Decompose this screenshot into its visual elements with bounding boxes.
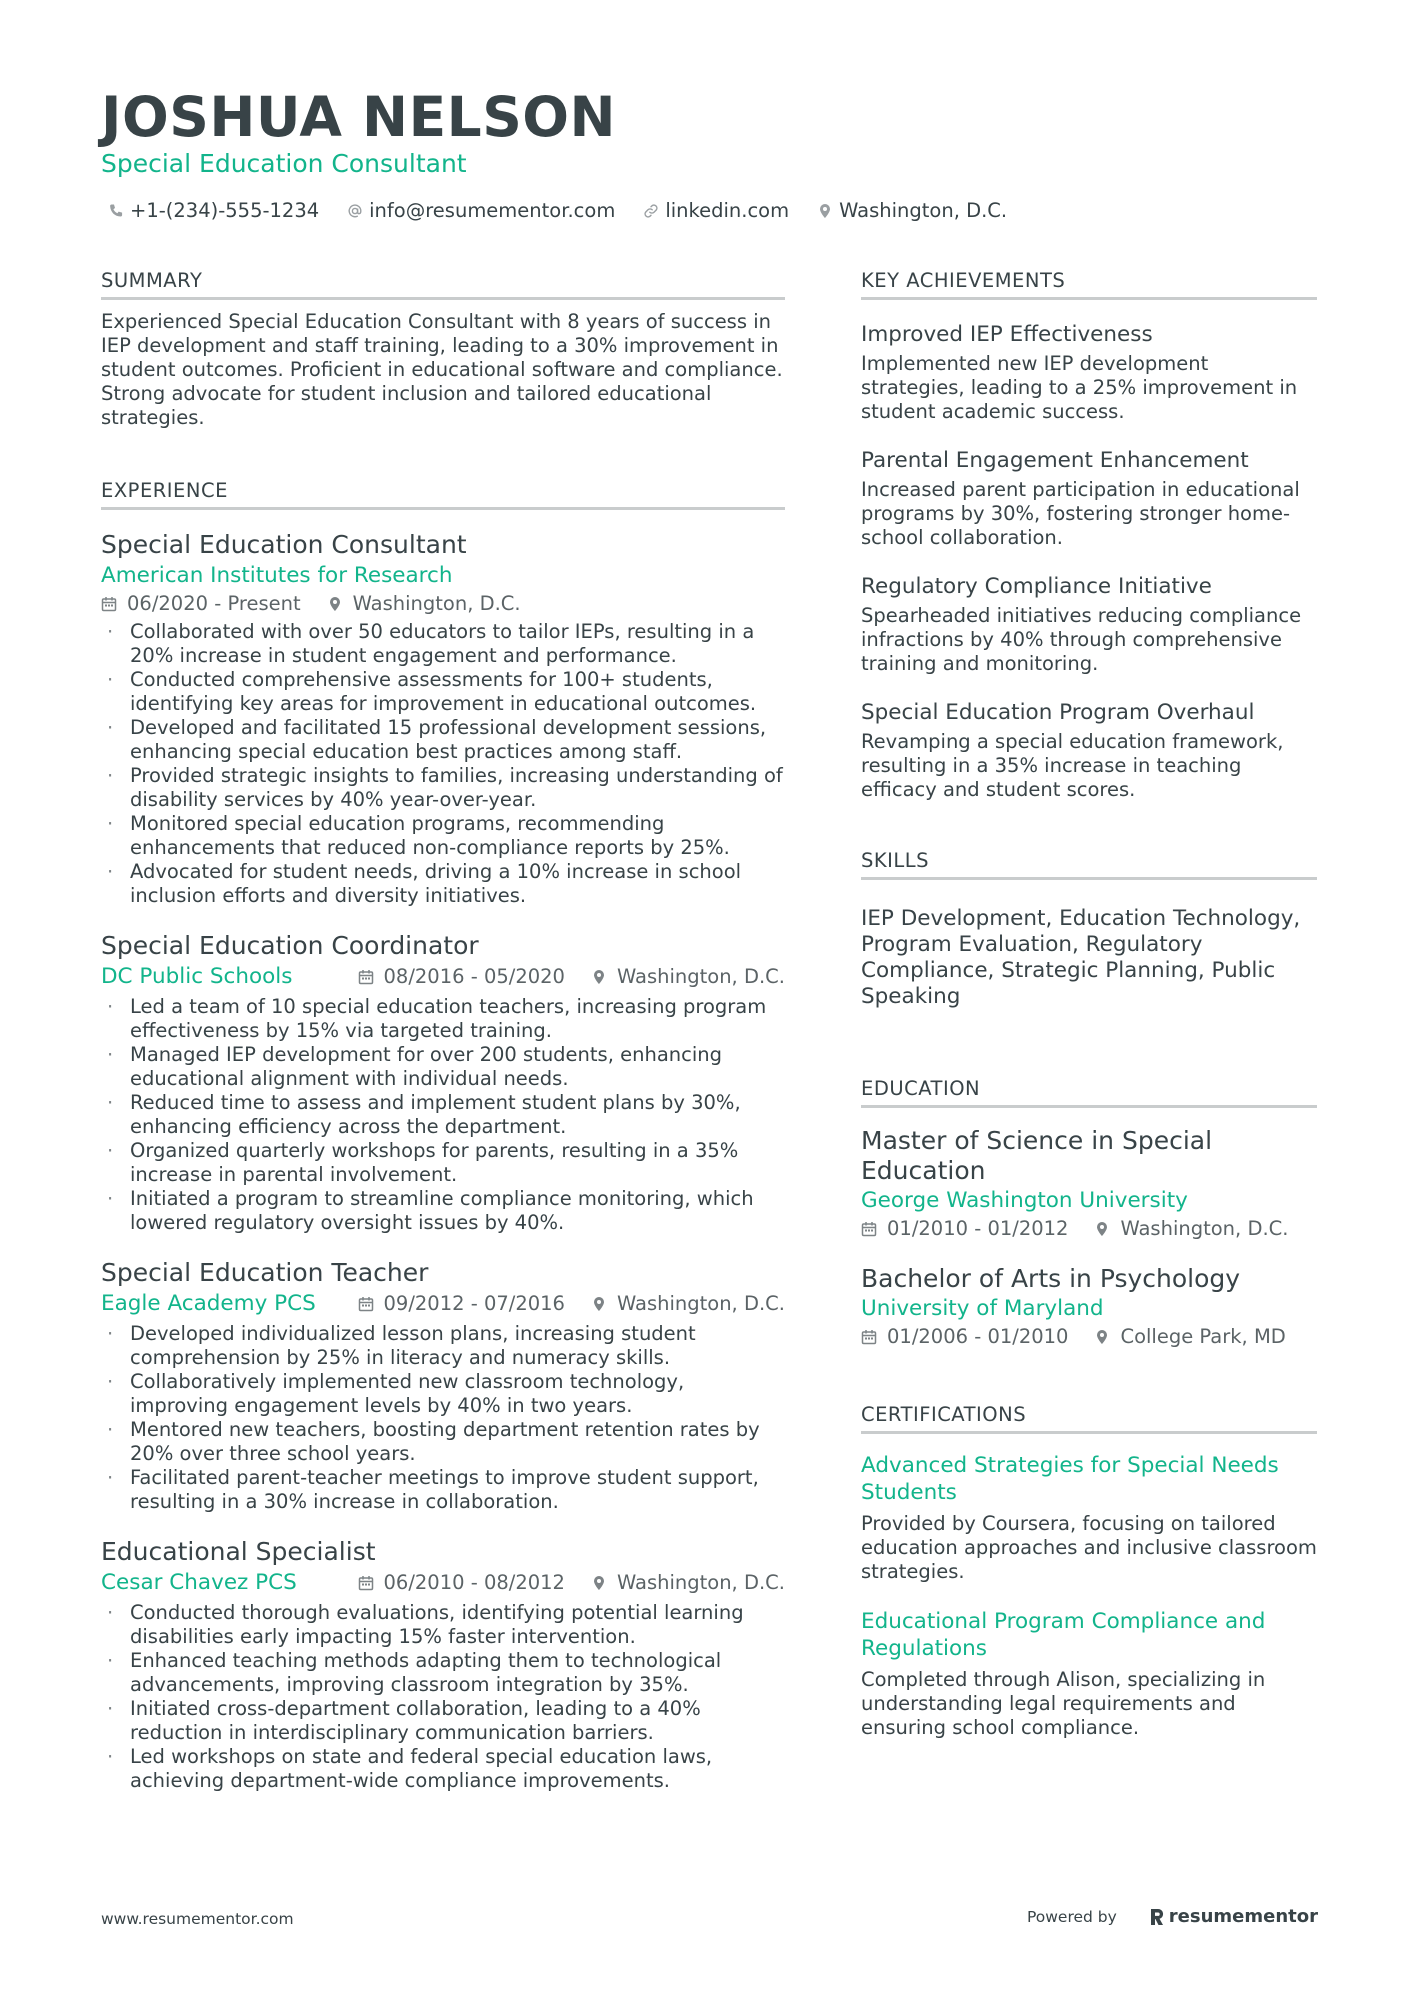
job-bullet: · Collaboratively implemented new classroom technology, improving engagement levels by 40% in two years.	[101, 1370, 785, 1418]
job-bullet: · Developed and facilitated 15 professional development sessions, enhancing special education best practices among staff.	[101, 716, 785, 764]
job-bullet: · Facilitated parent-teacher meetings to improve student support, resulting in a 30% increase in collaboration.	[101, 1466, 785, 1514]
map-pin-icon	[1094, 1329, 1110, 1345]
achievement-title: Special Education Program Overhaul	[861, 700, 1255, 725]
certifications-section	[861, 1402, 1317, 1740]
calendar-icon	[358, 1296, 374, 1312]
job-dates-text: 09/2012 - 07/2016	[383, 1292, 565, 1315]
job-bullet: · Initiated cross-department collaboration, leading to a 40% reduction in interdisciplinary communication barriers.	[101, 1697, 785, 1745]
education-dates-text: 01/2010 - 01/2012	[887, 1217, 1069, 1240]
job-location	[591, 1291, 785, 1317]
right-column	[861, 268, 1317, 1740]
education-location	[1094, 1216, 1288, 1242]
job-dates-text: 06/2020 - Present	[127, 592, 301, 615]
job-dates	[358, 964, 565, 990]
calendar-icon	[101, 596, 117, 612]
contact-linkedin-text: linkedin.com	[665, 199, 790, 222]
job-bullet: · Conducted comprehensive assessments for 100+ students, identifying key areas for improvement in educational outcomes.	[101, 668, 785, 716]
achievement-item	[861, 320, 1317, 424]
resumementor-logo-icon	[1149, 1907, 1165, 1927]
contact-linkedin[interactable]	[643, 197, 789, 225]
job-company: Eagle Academy PCS	[101, 1291, 316, 1316]
achievement-title: Regulatory Compliance Initiative	[861, 574, 1212, 599]
job-location	[591, 1570, 785, 1596]
job-company: DC Public Schools	[101, 964, 293, 989]
map-pin-icon	[591, 1575, 607, 1591]
achievements-section	[861, 268, 1317, 802]
footer-url[interactable]: www.resumementor.com	[101, 1910, 294, 1928]
education-school: George Washington University	[861, 1188, 1188, 1213]
calendar-icon	[358, 1575, 374, 1591]
achievement-title: Parental Engagement Enhancement	[861, 448, 1249, 473]
job-meta	[101, 1568, 785, 1598]
map-pin-icon	[817, 203, 833, 219]
at-icon	[347, 203, 363, 219]
contact-location	[817, 197, 1007, 225]
education-degree: Bachelor of Arts in Psychology	[861, 1264, 1241, 1293]
brand-logo[interactable]	[1149, 1905, 1318, 1929]
job-title: Special Education Coordinator	[101, 931, 479, 960]
job-bullet: · Collaborated with over 50 educators to tailor IEPs, resulting in a 20% increase in student engagement and performance.	[101, 620, 785, 668]
job-dates	[358, 1570, 565, 1596]
skills-text: IEP Development, Education Technology, Program Evaluation, Regulatory Compliance, Strategic Planning, Public Speaking	[861, 906, 1301, 1009]
education-meta	[861, 1216, 1317, 1242]
job-title: Special Education Teacher	[101, 1258, 429, 1287]
job-bullet: · Developed individualized lesson plans, increasing student comprehension by 25% in literacy and numeracy skills.	[101, 1322, 785, 1370]
education-dates-text: 01/2006 - 01/2010	[887, 1325, 1069, 1348]
link-icon	[643, 203, 659, 219]
certification-desc: Provided by Coursera, focusing on tailored education approaches and inclusive classroom strategies.	[861, 1512, 1317, 1583]
candidate-name: JOSHUA NELSON	[101, 85, 617, 149]
brand-name: resumementor	[1168, 1906, 1318, 1927]
section-heading-education: EDUCATION	[861, 1076, 1317, 1108]
summary-section	[101, 268, 785, 430]
job-title: Special Education Consultant	[101, 530, 467, 559]
job-dates-text: 06/2010 - 08/2012	[383, 1571, 565, 1594]
job-location	[327, 591, 521, 617]
achievement-item	[861, 698, 1317, 802]
certification-title: Educational Program Compliance and Regulations	[861, 1609, 1266, 1661]
section-heading-experience: EXPERIENCE	[101, 478, 785, 510]
contact-phone-text: +1-(234)-555-1234	[130, 199, 320, 222]
section-heading-certifications: CERTIFICATIONS	[861, 1402, 1317, 1434]
job-bullets	[101, 995, 785, 1235]
calendar-icon	[358, 969, 374, 985]
job-title: Educational Specialist	[101, 1537, 376, 1566]
job-location-text: Washington, D.C.	[616, 1571, 785, 1594]
powered-by-label: Powered by	[1026, 1908, 1117, 1926]
job-bullet: · Led a team of 10 special education teachers, increasing program effectiveness by 15% via targeted training.	[101, 995, 785, 1043]
job-company: Cesar Chavez PCS	[101, 1570, 297, 1595]
achievement-title: Improved IEP Effectiveness	[861, 322, 1153, 347]
education-item	[861, 1126, 1317, 1242]
job-bullet: · Monitored special education programs, recommending enhancements that reduced non-compliance reports by 25%.	[101, 812, 785, 860]
job-bullet: · Managed IEP development for over 200 students, enhancing educational alignment with individual needs.	[101, 1043, 785, 1091]
education-dates	[861, 1324, 1068, 1350]
job-location-text: Washington, D.C.	[616, 965, 785, 988]
education-school: University of Maryland	[861, 1296, 1104, 1321]
calendar-icon	[861, 1329, 877, 1345]
education-meta	[861, 1324, 1317, 1350]
phone-icon	[108, 203, 124, 219]
job-bullet: · Organized quarterly workshops for parents, resulting in a 35% increase in parental involvement.	[101, 1139, 785, 1187]
job-bullets	[101, 1601, 785, 1793]
job-dates	[101, 591, 301, 617]
job-dates	[358, 1291, 565, 1317]
job-bullets	[101, 1322, 785, 1514]
education-degree: Master of Science in Special Education	[861, 1126, 1213, 1185]
map-pin-icon	[327, 596, 343, 612]
contact-bar	[108, 197, 1035, 225]
job-entry	[101, 930, 785, 1235]
map-pin-icon	[1094, 1221, 1110, 1237]
contact-phone[interactable]	[108, 197, 319, 225]
certification-desc: Completed through Alison, specializing in understanding legal requirements and ensuring school compliance.	[861, 1668, 1266, 1739]
job-entry	[101, 1536, 785, 1793]
contact-email[interactable]	[347, 197, 615, 225]
job-bullet: · Initiated a program to streamline compliance monitoring, which lowered regulatory oversight issues by 40%.	[101, 1187, 785, 1235]
achievement-desc: Revamping a special education framework, resulting in a 35% increase in teaching efficacy and student scores.	[861, 730, 1284, 801]
job-bullet: · Led workshops on state and federal special education laws, achieving department-wide compliance improvements.	[101, 1745, 785, 1793]
section-heading-skills: SKILLS	[861, 848, 1317, 880]
footer-powered-by	[1027, 1905, 1318, 1929]
contact-email-text: info@resumementor.com	[369, 199, 616, 222]
job-dates-text: 08/2016 - 05/2020	[383, 965, 565, 988]
job-meta	[101, 962, 785, 992]
left-column	[101, 268, 785, 1793]
job-bullets	[101, 620, 785, 908]
achievement-desc: Implemented new IEP development strategies, leading to a 25% improvement in student academic success.	[861, 352, 1298, 423]
education-location-text: College Park, MD	[1120, 1325, 1286, 1348]
job-bullet: · Enhanced teaching methods adapting them to technological advancements, improving classroom integration by 35%.	[101, 1649, 785, 1697]
map-pin-icon	[591, 969, 607, 985]
calendar-icon	[861, 1221, 877, 1237]
education-location-text: Washington, D.C.	[1120, 1217, 1289, 1240]
job-location	[591, 964, 785, 990]
map-pin-icon	[591, 1296, 607, 1312]
skills-section	[861, 848, 1317, 1010]
job-bullet: · Reduced time to assess and implement student plans by 30%, enhancing efficiency across the department.	[101, 1091, 785, 1139]
job-bullet: · Conducted thorough evaluations, identifying potential learning disabilities early impacting 15% faster intervention.	[101, 1601, 785, 1649]
achievement-desc: Spearheaded initiatives reducing compliance infractions by 40% through comprehensive training and monitoring.	[861, 604, 1302, 675]
certification-title: Advanced Strategies for Special Needs Students	[861, 1453, 1279, 1505]
job-bullet: · Provided strategic insights to families, increasing understanding of disability services by 40% year-over-year.	[101, 764, 785, 812]
candidate-title: Special Education Consultant	[101, 149, 467, 178]
certification-item	[861, 1608, 1317, 1740]
contact-location-text: Washington, D.C.	[839, 199, 1008, 222]
summary-text: Experienced Special Education Consultant with 8 years of success in IEP development and staff training, leading to a 30% improvement in student outcomes. Proficient in educational software and compliance. Strong advocate for student inclusion and tailored educational strategies.	[101, 310, 783, 429]
job-location-text: Washington, D.C.	[616, 1292, 785, 1315]
experience-section	[101, 478, 785, 1793]
job-entry	[101, 529, 785, 908]
education-item	[861, 1264, 1317, 1350]
job-company: American Institutes for Research	[101, 563, 453, 588]
job-bullet: · Mentored new teachers, boosting department retention rates by 20% over three school years.	[101, 1418, 785, 1466]
achievement-item	[861, 446, 1317, 550]
education-dates	[861, 1216, 1068, 1242]
achievement-item	[861, 572, 1317, 676]
job-meta	[101, 1289, 785, 1319]
section-heading-summary: SUMMARY	[101, 268, 785, 300]
education-location	[1094, 1324, 1285, 1350]
job-meta	[101, 591, 785, 617]
section-heading-achievements: KEY ACHIEVEMENTS	[861, 268, 1317, 300]
certification-item	[861, 1452, 1317, 1584]
achievement-desc: Increased parent participation in educational programs by 30%, fostering stronger home-school collaboration.	[861, 478, 1300, 549]
job-location-text: Washington, D.C.	[352, 592, 521, 615]
education-section	[861, 1076, 1317, 1350]
job-bullet: · Advocated for student needs, driving a 10% increase in school inclusion efforts and diversity initiatives.	[101, 860, 785, 908]
job-entry	[101, 1257, 785, 1514]
